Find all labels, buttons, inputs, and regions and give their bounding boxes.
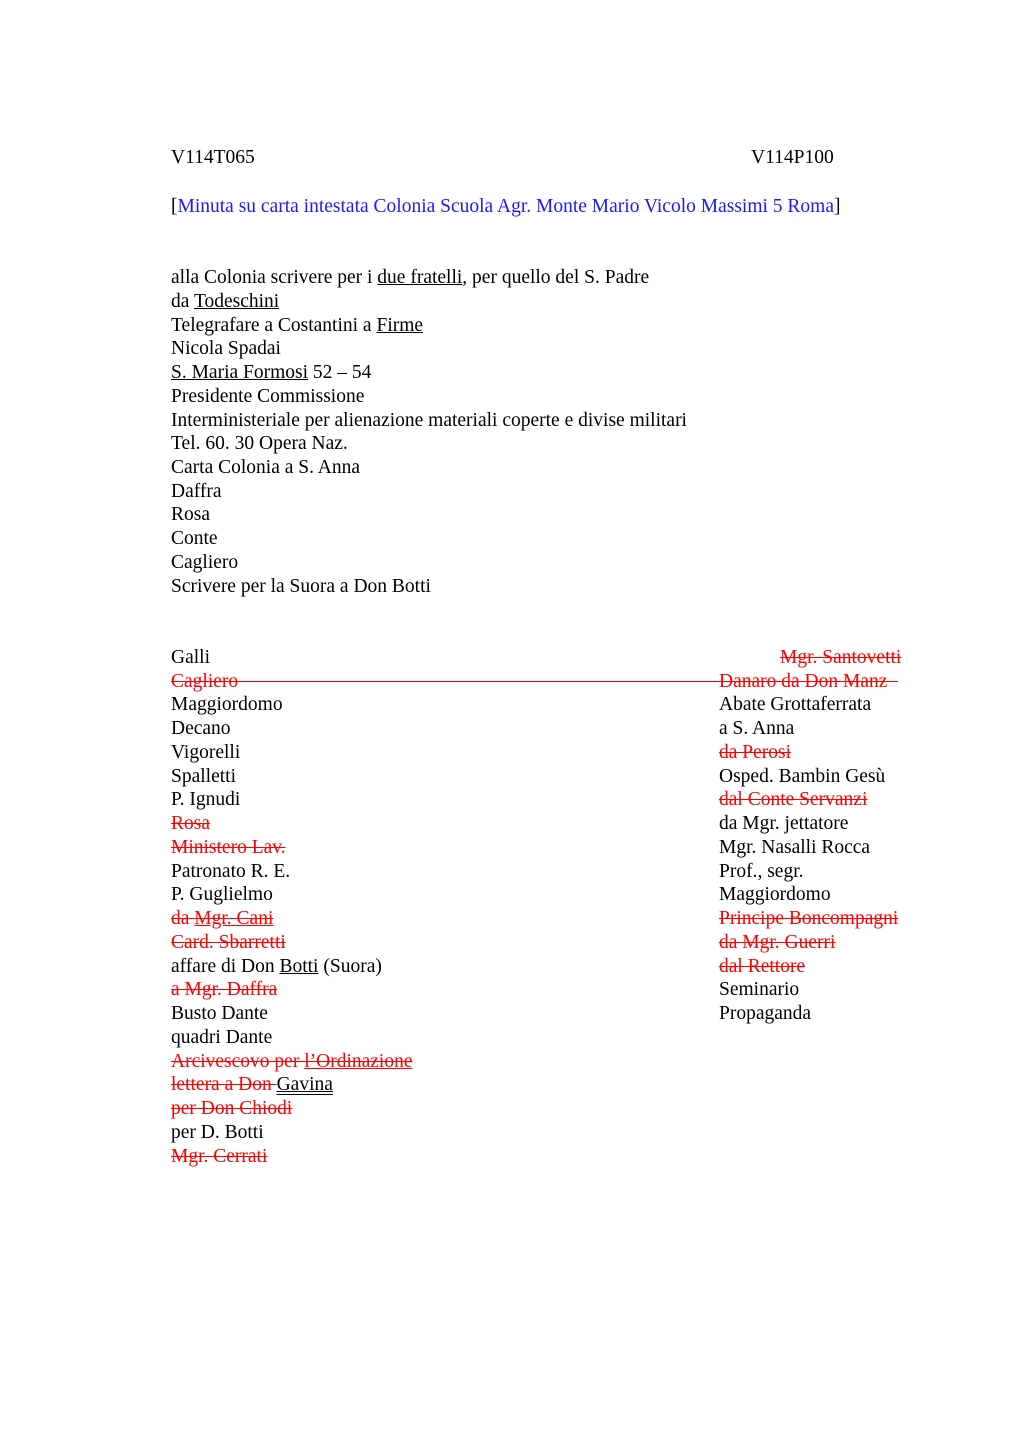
list-item: Busto Dante xyxy=(171,1003,268,1024)
text-line: Daffra xyxy=(171,481,222,502)
list-item: per D. Botti xyxy=(171,1122,264,1143)
list-item: Patronato R. E. xyxy=(171,861,291,882)
text-line: Presidente Commissione xyxy=(171,386,365,407)
text-line: da Todeschini xyxy=(171,291,280,312)
list-item-struck: da Mgr. Guerri xyxy=(719,932,836,953)
list-item-struck: dal Conte Servanzi xyxy=(719,789,868,810)
list-item: Seminario xyxy=(719,979,800,1000)
list-item-struck: Mgr. Santovetti xyxy=(780,647,902,668)
list-item: lettera a Don Gavina xyxy=(171,1074,333,1095)
text-line: Interministeriale per alienazione materiali coperte e divise militari xyxy=(171,410,687,431)
document-code-right: V114P100 xyxy=(751,147,834,168)
editorial-note xyxy=(171,195,841,219)
underlined-text: Botti xyxy=(279,956,319,977)
list-item: Abate Grottaferrata xyxy=(719,694,872,715)
list-item-struck: Card. Sbarretti xyxy=(171,932,286,953)
list-item: Spalletti xyxy=(171,766,236,787)
list-item: Decano xyxy=(171,718,231,739)
list-item-struck: per Don Chiodi xyxy=(171,1098,293,1119)
list-item-struck: Arcivescovo per l’Ordinazione xyxy=(171,1051,413,1072)
list-item: da Mgr. jettatore xyxy=(719,813,849,834)
underlined-text: S. Maria Formosi xyxy=(171,362,309,383)
bracket-close: ] xyxy=(834,196,841,217)
text-line: Cagliero xyxy=(171,552,239,573)
list-item-struck: da Perosi xyxy=(719,742,792,763)
list-item: Prof., segr. xyxy=(719,861,804,882)
list-item-struck: Danaro da Don Manz xyxy=(719,671,888,692)
text-line: Scrivere per la Suora a Don Botti xyxy=(171,576,431,597)
list-item: P. Guglielmo xyxy=(171,884,273,905)
list-item: Maggiordomo xyxy=(171,694,283,715)
underlined-text: due fratelli xyxy=(377,267,463,288)
list-item: Vigorelli xyxy=(171,742,241,763)
text-line: Nicola Spadai xyxy=(171,338,281,359)
list-item-struck: Mgr. Cerrati xyxy=(171,1146,268,1167)
list-item-struck: a Mgr. Daffra xyxy=(171,979,278,1000)
text-line: Conte xyxy=(171,528,218,549)
list-item-struck: Ministero Lav. xyxy=(171,837,286,858)
document-code-left: V114T065 xyxy=(171,147,255,168)
text-line: Carta Colonia a S. Anna xyxy=(171,457,361,478)
editorial-note-text: Minuta su carta intestata Colonia Scuola Agr. Monte Mario Vicolo Massimi 5 Roma xyxy=(177,196,835,217)
list-item: Propaganda xyxy=(719,1003,812,1024)
underlined-text: Firme xyxy=(376,315,424,336)
list-item: Galli xyxy=(171,647,210,668)
list-item-struck: Rosa xyxy=(171,813,210,834)
text-line: Tel. 60. 30 Opera Naz. xyxy=(171,433,348,454)
text-line: Telegrafare a Costantini a Firme xyxy=(171,315,424,336)
list-item-struck: Cagliero xyxy=(171,671,239,692)
list-item: a S. Anna xyxy=(719,718,795,739)
list-item: P. Ignudi xyxy=(171,789,241,810)
list-item: affare di Don Botti (Suora) xyxy=(171,956,382,977)
text-line: Rosa xyxy=(171,504,210,525)
list-item: Maggiordomo xyxy=(719,884,831,905)
text-line: alla Colonia scrivere per i due fratelli, per quello del S. Padre xyxy=(171,267,650,288)
bracket-open: [ xyxy=(171,196,178,217)
underlined-text: Todeschini xyxy=(193,291,280,312)
double-underlined-text: Gavina xyxy=(276,1074,333,1095)
list-item-struck: Principe Boncompagni xyxy=(719,908,899,929)
list-item: Mgr. Nasalli Rocca xyxy=(719,837,871,858)
list-item: Osped. Bambin Gesù xyxy=(719,766,886,787)
list-item-struck: dal Rettore xyxy=(719,956,806,977)
text-line: S. Maria Formosi 52 – 54 xyxy=(171,362,372,383)
list-item: quadri Dante xyxy=(171,1027,273,1048)
list-item-struck: da Mgr. Cani xyxy=(171,908,274,929)
